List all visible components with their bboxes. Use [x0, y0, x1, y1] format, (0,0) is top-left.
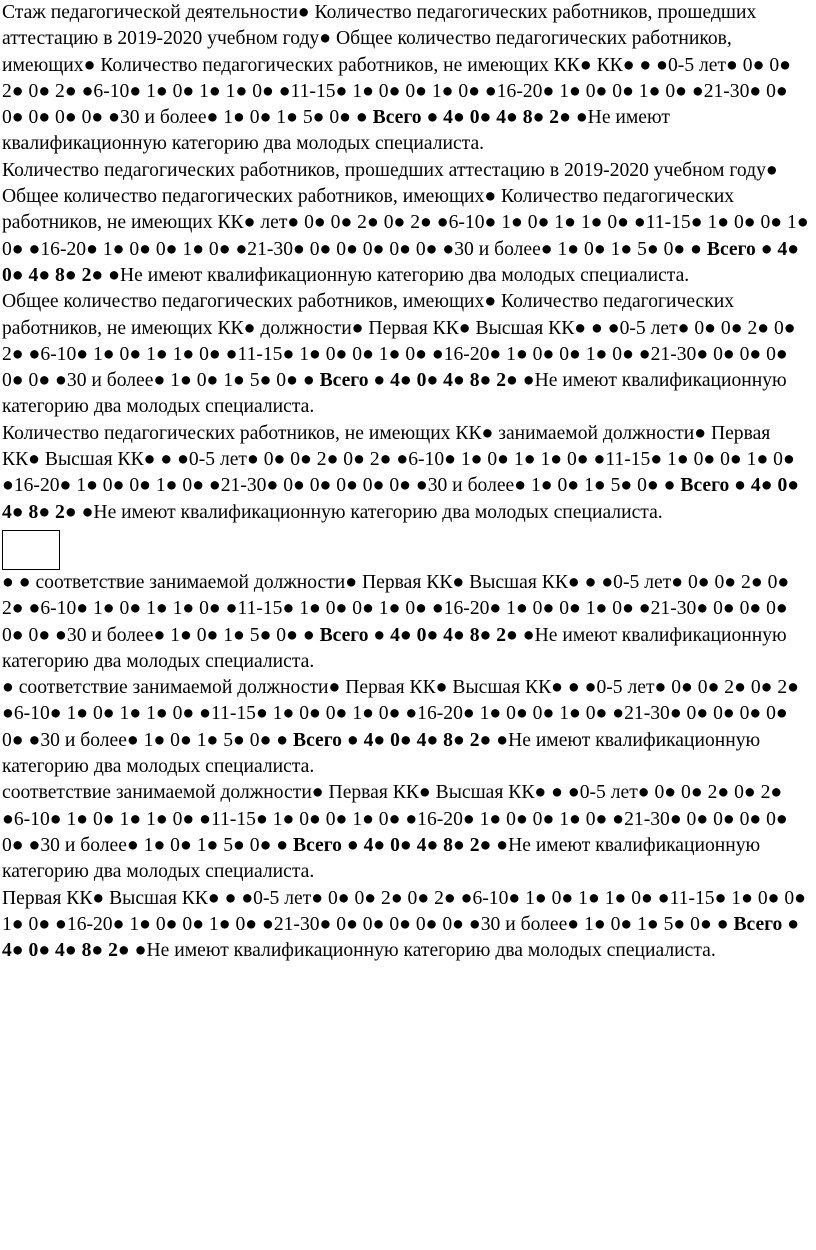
total-row-bold: Всего ● 4● 0● 4● 8● 2● — [293, 729, 492, 751]
text-block-7 — [2, 780, 812, 885]
block-note: ●Не имеют квалификационную категорию два молодых специалиста. — [76, 501, 663, 523]
text-block-4 — [2, 421, 812, 526]
block-note: ●Не имеют квалификационную категорию два молодых специалиста. — [2, 834, 761, 883]
block-text: Количество педагогических работников, прошедших аттестацию в 2019-2020 учебном году● Общее количество педагогических работников, имеющих● Количество педагогических работников, не имеющих КК● лет● 0● 0● 2● 0● 2● ●6-10● 1● 0● 1● 1● 0● ●11-15● 1● 0● 0● 1● 0● ●16-20● 1● 0● 0● 1● 0● ●21-30● 0● 0● 0● 0● 0● ●30 и более● 1● 0● 1● 5● 0● ● — [2, 159, 809, 260]
text-block-8 — [2, 886, 812, 965]
block-note: ●Не имеют квалификационную категорию два молодых специалиста. — [2, 370, 787, 418]
text-block-6 — [2, 675, 812, 780]
total-row-bold: Всего ● 4● 0● 4● 8● 2● — [319, 370, 518, 392]
block-note: ●Не имеют квалификационную категорию два молодых специалиста. — [2, 107, 670, 155]
document-body — [2, 0, 812, 964]
empty-box — [2, 530, 60, 570]
block-note: ●Не имеют квалификационную категорию два молодых специалиста. — [129, 940, 716, 962]
total-row-bold: Всего ● 4● 0● 4● 8● 2● — [2, 475, 800, 523]
total-row-bold: Всего ● 4● 0● 4● 8● 2● — [319, 624, 518, 646]
block-text: Общее количество педагогических работников, имеющих● Количество педагогических работников, не имеющих КК● должности● Первая КК● Высшая КК● ● ●0-5 лет● 0● 0● 2● 0● 2● ●6-10● 1● 0● 1● 1● 0● ●11-15● 1● 0● 0● 1● 0● ●16-20● 1● 0● 0● 1● 0● ●21-30● 0● 0● 0● 0● 0● ●30 и более● 1● 0● 1● 5● 0● ● — [2, 291, 796, 392]
block-text: соответствие занимаемой должности● Первая КК● Высшая КК● ● ●0-5 лет● 0● 0● 2● 0● 2● ●6-10● 1● 0● 1● 1● 0● ●11-15● 1● 0● 0● 1● 0● ●16-20● 1● 0● 0● 1● 0● ●21-30● 0● 0● 0● 0● 0● ●30 и более● 1● 0● 1● 5● 0● ● — [2, 782, 788, 856]
total-row-bold: Всего ● 4● 0● 4● 8● 2● — [293, 834, 492, 856]
block-text: ● ● соответствие занимаемой должности● Первая КК● Высшая КК● ● ●0-5 лет● 0● 0● 2● 0● 2● ●6-10● 1● 0● 1● 1● 0● ●11-15● 1● 0● 0● 1● 0● ●16-20● 1● 0● 0● 1● 0● ●21-30● 0● 0● 0● 0● 0● ●30 и более● 1● 0● 1● 5● 0● ● — [2, 571, 790, 646]
text-block-5 — [2, 570, 812, 675]
text-block-2 — [2, 158, 812, 289]
block-text: Стаж педагогической деятельности● Количество педагогических работников, прошедших аттестацию в 2019-2020 учебном году● Общее количество педагогических работников, имеющих● Количество педагогических работников, не имеющих КК● КК● ● ●0-5 лет● 0● 0● 2● 0● 2● ●6-10● 1● 0● 1● 1● 0● ●11-15● 1● 0● 0● 1● 0● ●16-20● 1● 0● 0● 1● 0● ●21-30● 0● 0● 0● 0● 0● ●30 и более● 1● 0● 1● 5● 0● ● — [2, 2, 791, 129]
total-row-bold: Всего ● 4● 0● 4● 8● 2● — [372, 107, 571, 129]
total-row-bold: Всего ● 4● 0● 4● 8● 2● — [2, 913, 800, 962]
total-row-bold: Всего ● 4● 0● 4● 8● 2● — [2, 238, 800, 286]
block-note: ●Не имеют квалификационную категорию два молодых специалиста. — [103, 264, 690, 286]
text-block-1 — [2, 0, 812, 158]
block-note: ●Не имеют квалификационную категорию два молодых специалиста. — [2, 729, 761, 778]
block-text: ● соответствие занимаемой должности● Первая КК● Высшая КК● ● ●0-5 лет● 0● 0● 2● 0● 2● ●6-10● 1● 0● 1● 1● 0● ●11-15● 1● 0● 0● 1● 0● ●16-20● 1● 0● 0● 1● 0● ●21-30● 0● 0● 0● 0● 0● ●30 и более● 1● 0● 1● 5● 0● ● — [2, 677, 799, 751]
block-note: ●Не имеют квалификационную категорию два молодых специалиста. — [2, 624, 787, 672]
block-text: Количество педагогических работников, не имеющих КК● занимаемой должности● Первая КК● Высшая КК● ● ●0-5 лет● 0● 0● 2● 0● 2● ●6-10● 1● 0● 1● 1● 0● ●11-15● 1● 0● 0● 1● 0● ●16-20● 1● 0● 0● 1● 0● ●21-30● 0● 0● 0● 0● 0● ●30 и более● 1● 0● 1● 5● 0● ● — [2, 422, 795, 497]
text-block-3 — [2, 289, 812, 420]
block-text: Первая КК● Высшая КК● ● ●0-5 лет● 0● 0● 2● 0● 2● ●6-10● 1● 0● 1● 1● 0● ●11-15● 1● 0● 0● 1● 0● ●16-20● 1● 0● 0● 1● 0● ●21-30● 0● 0● 0● 0● 0● ●30 и более● 1● 0● 1● 5● 0● ● — [2, 887, 806, 935]
